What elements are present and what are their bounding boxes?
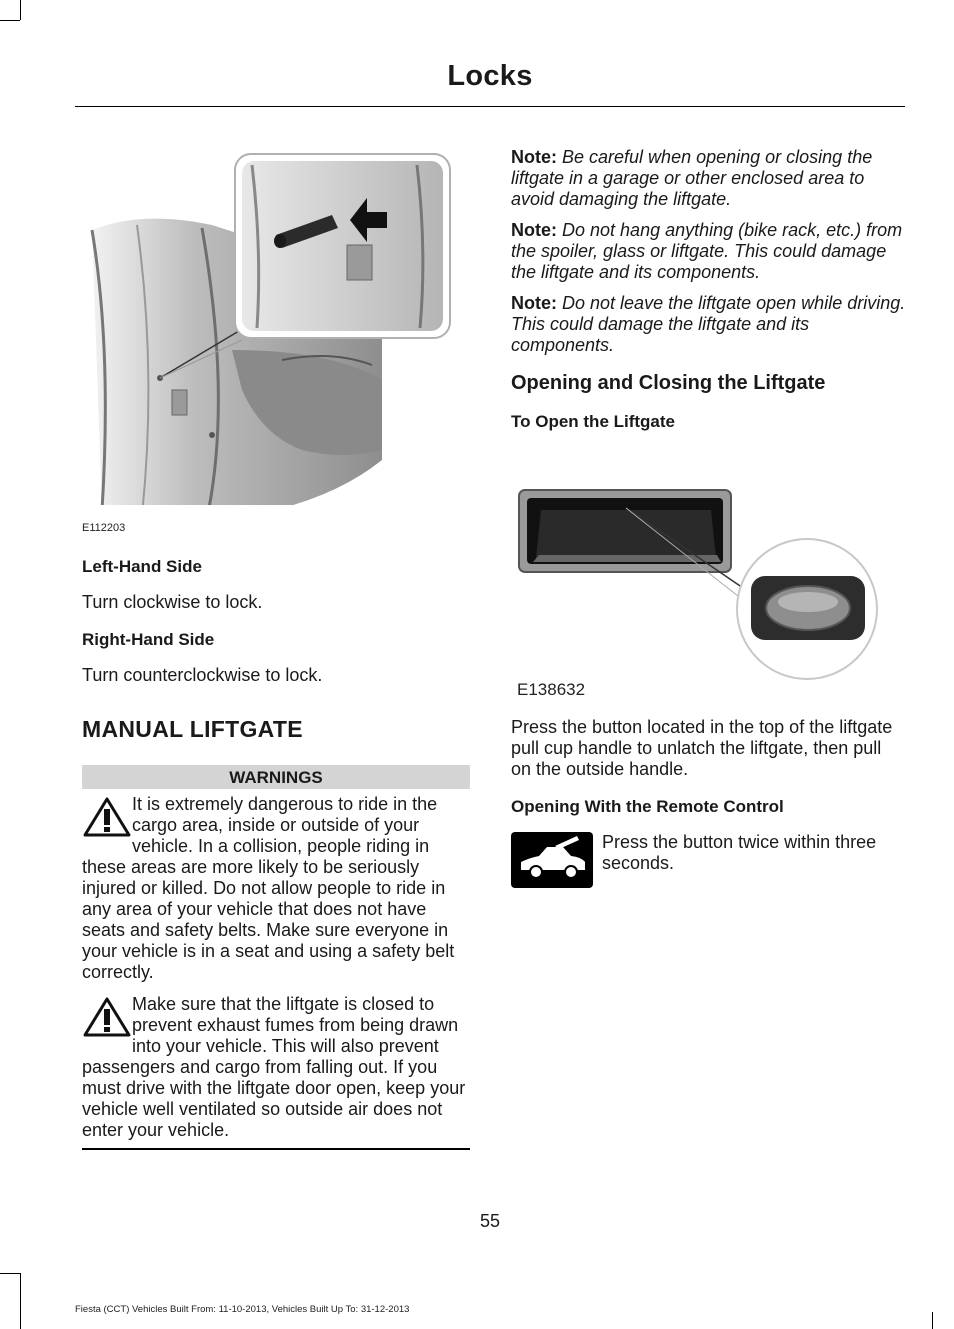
warnings-end-rule: [82, 1148, 470, 1150]
title-rule: [75, 106, 905, 107]
footer-text: Fiesta (CCT) Vehicles Built From: 11-10-2013, Vehicles Built Up To: 31-12-2013: [75, 1304, 410, 1315]
note-text: Be careful when opening or closing the liftgate in a garage or other enclosed area to avoid damaging the liftgate.: [511, 147, 873, 209]
page-title: Locks: [447, 60, 533, 92]
crop-mark: [932, 1312, 933, 1329]
warning-triangle-icon: [82, 796, 132, 838]
figure-code: E112203: [82, 522, 126, 534]
open-liftgate-text: Press the button located in the top of the liftgate pull cup handle to unlatch the liftgate, then pull on the outside handle.: [511, 717, 893, 779]
crop-mark: [20, 1273, 21, 1329]
section-heading: Opening and Closing the Liftgate: [511, 372, 826, 394]
note-label: Note:: [511, 147, 557, 167]
liftgate-remote-icon: [511, 832, 593, 888]
right-hand-side-heading: Right-Hand Side: [82, 630, 215, 649]
remote-control-text: Press the button twice within three seconds.: [602, 832, 877, 873]
note-text: Do not leave the liftgate open while driving. This could damage the liftgate and its components.: [511, 293, 906, 355]
crop-mark: [0, 20, 20, 21]
liftgate-handle-illustration: [511, 480, 901, 685]
note: [511, 293, 906, 356]
warnings-label: WARNINGS: [82, 765, 470, 789]
liftgate-lock-illustration: [82, 150, 472, 535]
warning-triangle-icon: [82, 996, 132, 1038]
remote-control-heading: Opening With the Remote Control: [511, 797, 784, 816]
warning-text: Make sure that the liftgate is closed to prevent exhaust fumes from being drawn into your vehicle. This will also prevent passengers and cargo from falling out. If you must drive with the liftgate door open, keep your vehicle well ventilated so outside air does not enter your vehicle.: [82, 994, 466, 1140]
warning-block: [82, 794, 472, 983]
manual-liftgate-heading: MANUAL LIFTGATE: [82, 716, 303, 742]
note-label: Note:: [511, 293, 557, 313]
left-hand-side-text: Turn clockwise to lock.: [82, 592, 263, 612]
figure-code: E138632: [517, 680, 586, 699]
warning-text: It is extremely dangerous to ride in the cargo area, inside or outside of your vehicle. In a collision, people riding in these areas are more likely to be seriously injured or killed. Do not allow people to ride in any area of your vehicle that does not have seats and safety belts. Make sure everyone in your vehicle is in a seat and using a safety belt correctly.: [82, 794, 455, 982]
right-hand-side-text: Turn counterclockwise to lock.: [82, 665, 323, 685]
crop-mark: [0, 1273, 20, 1274]
warning-block: [82, 994, 472, 1141]
note: [511, 147, 906, 210]
page-number: 55: [479, 1211, 501, 1231]
note-text: Do not hang anything (bike rack, etc.) from the spoiler, glass or liftgate. This could damage the liftgate and its components.: [511, 220, 903, 282]
crop-mark: [20, 0, 21, 20]
note: [511, 220, 906, 283]
open-liftgate-heading: To Open the Liftgate: [511, 412, 676, 431]
left-hand-side-heading: Left-Hand Side: [82, 557, 202, 576]
note-label: Note:: [511, 220, 557, 240]
